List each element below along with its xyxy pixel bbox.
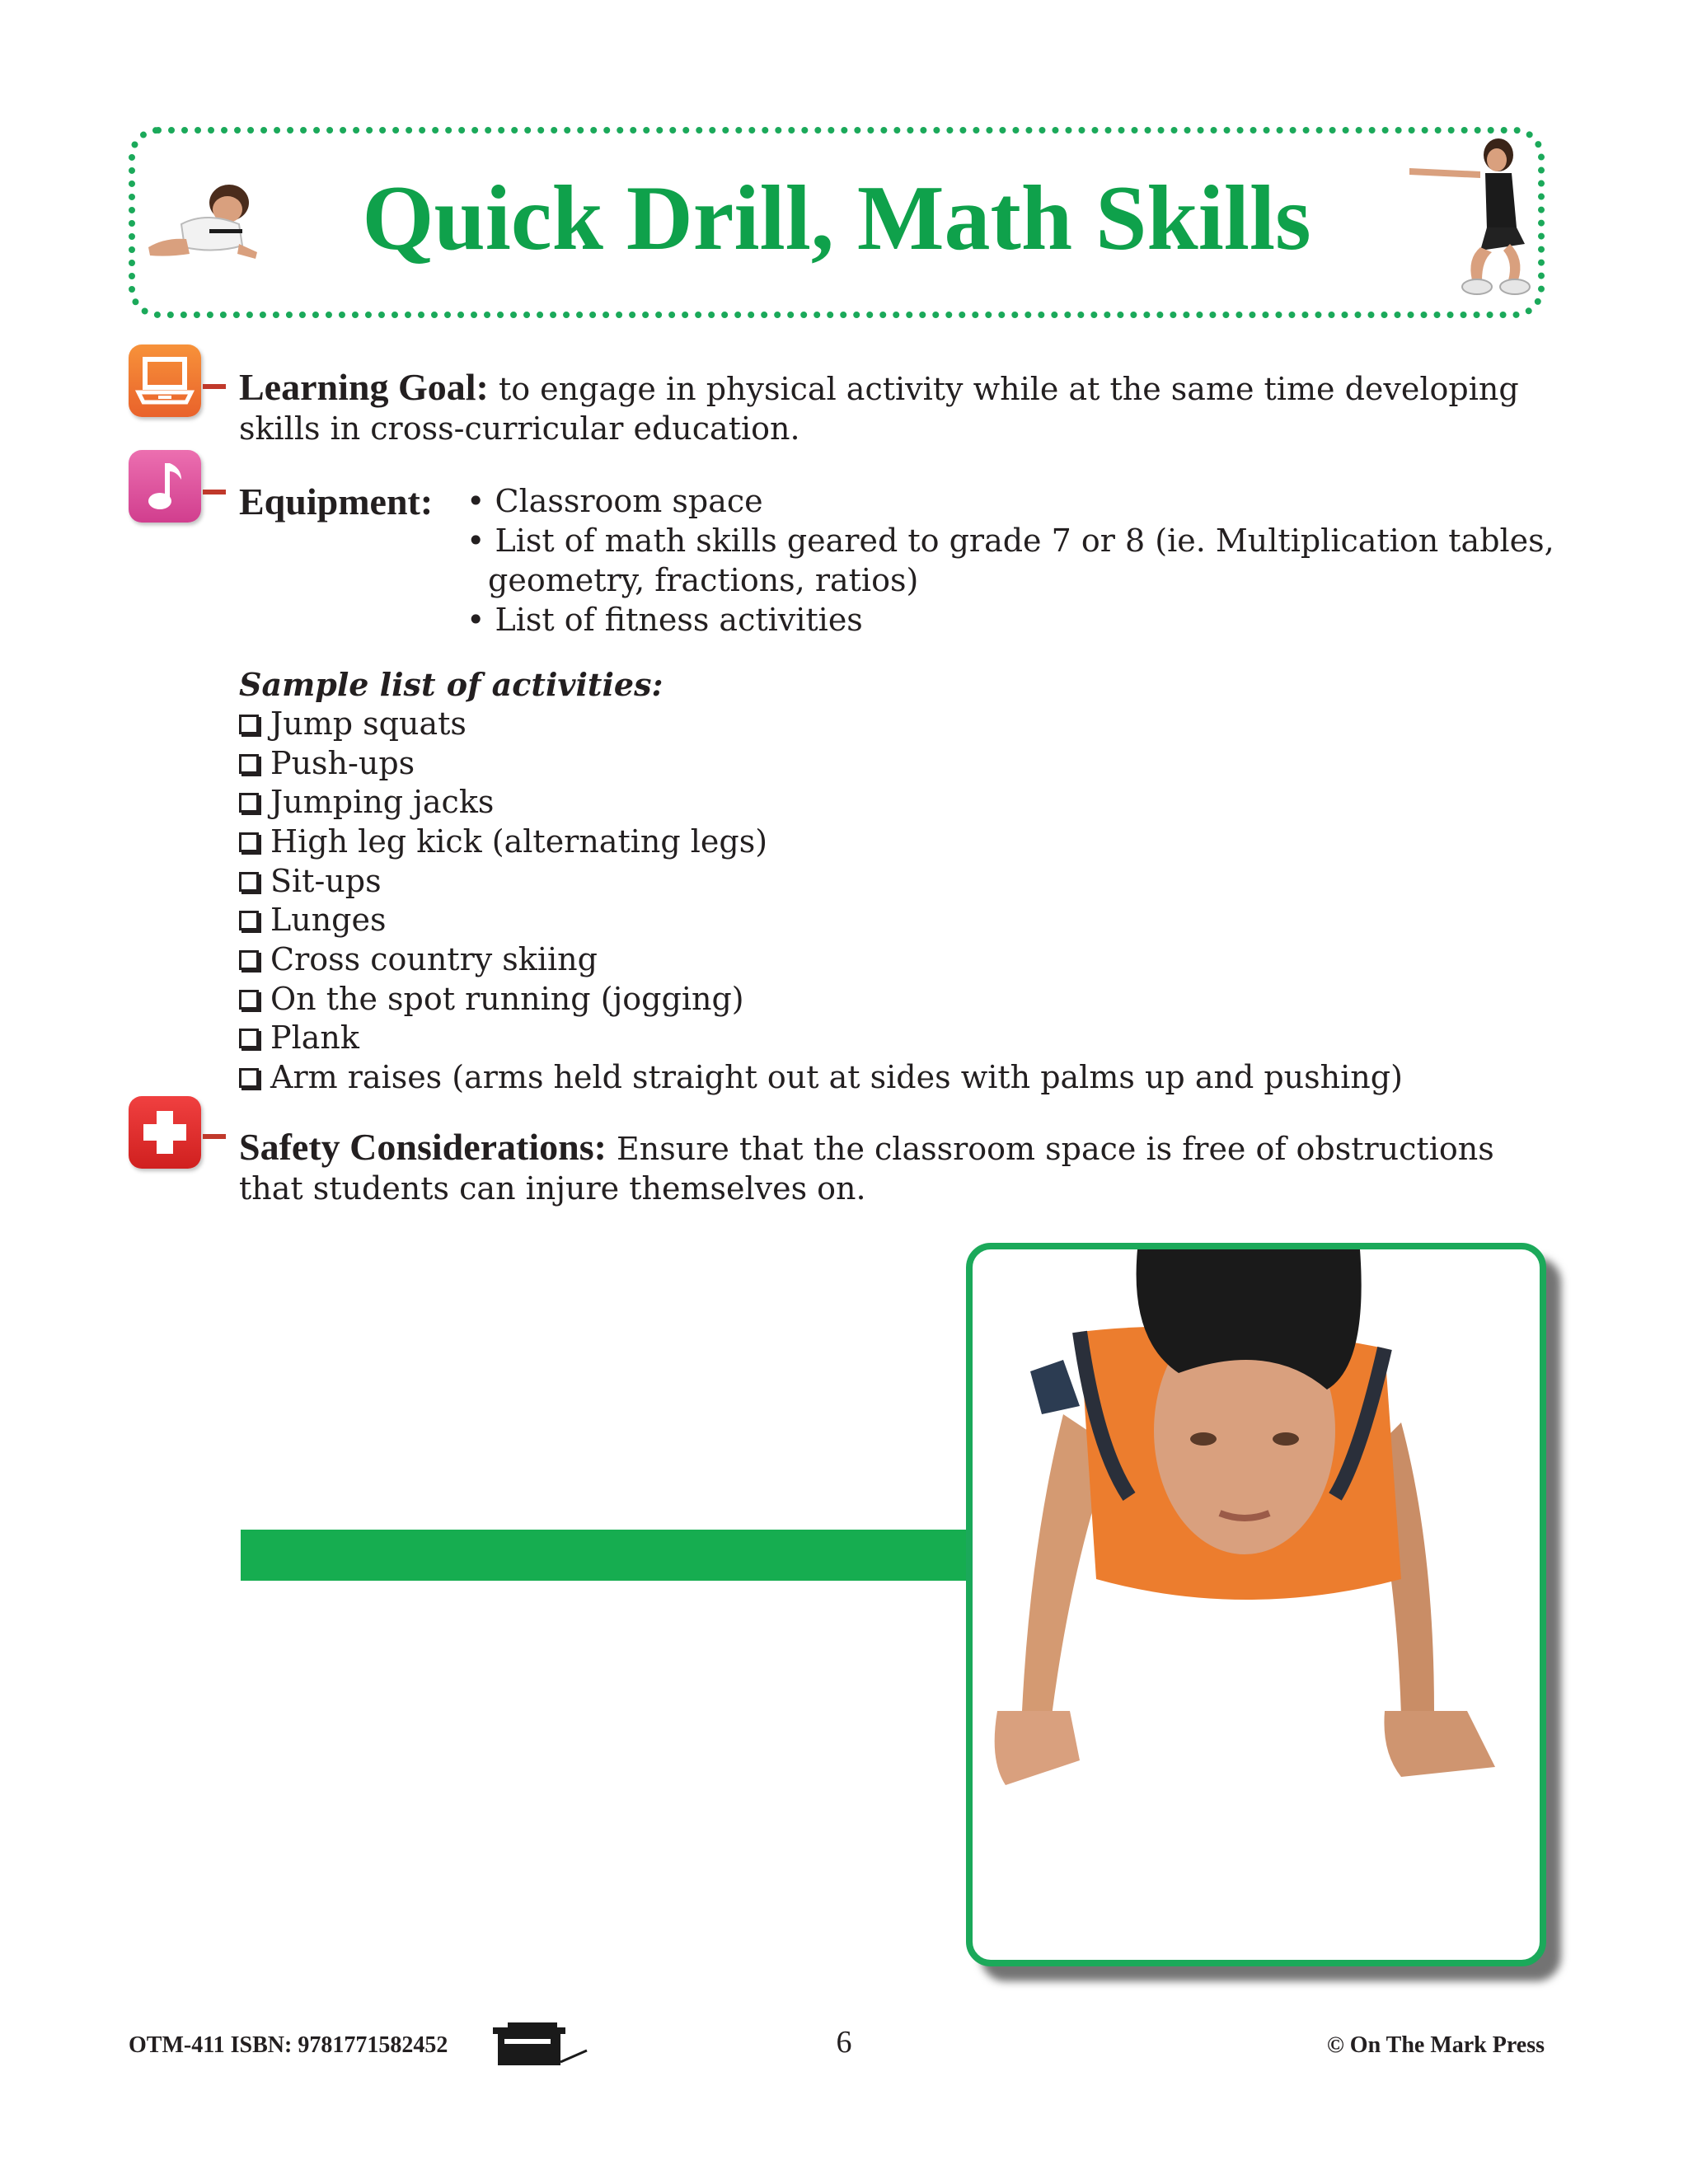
footer-code: OTM-411 ISBN: 9781771582452 (129, 2032, 448, 2058)
goal-tick (203, 384, 226, 389)
page-title: Quick Drill, Math Skills (362, 167, 1311, 269)
equipment-item: • List of math skills geared to grade 7 or 8 (ie. Multiplication tables, geometry, fractions, ratios) (467, 523, 1554, 598)
sample-heading: Sample list of activities: (239, 666, 663, 703)
checkbox-icon (239, 754, 259, 774)
music-note-icon (129, 450, 201, 523)
list-item: Cross country skiing (239, 940, 1558, 979)
list-item: Sit-ups (239, 861, 1558, 901)
photocopier-icon (491, 2021, 588, 2069)
list-item: On the spot running (jogging) (239, 979, 1558, 1019)
equipment-item: • Classroom space (467, 483, 763, 519)
safety-text: Ensure that the classroom space is free of obstructions that students can injure themselves on. (239, 1131, 1494, 1207)
checkbox-icon (239, 950, 259, 970)
list-item: Jump squats (239, 704, 1558, 743)
learning-goal-label: Learning Goal: (239, 366, 489, 408)
learning-goal (239, 368, 1558, 448)
activity-checklist (239, 704, 1558, 1097)
checkbox-icon (239, 715, 259, 734)
green-divider-bar (241, 1530, 974, 1581)
learning-goal-text: to engage in physical activity while at the same time developing skills in cross-curricular education. (239, 371, 1519, 447)
safety-label: Safety Considerations: (239, 1126, 607, 1168)
checkbox-icon (239, 1029, 259, 1048)
checkbox-icon (239, 911, 259, 930)
equipment-tick (203, 490, 226, 494)
checkbox-icon (239, 1068, 259, 1088)
list-item: Plank (239, 1019, 1558, 1058)
push-up-photo (966, 1243, 1546, 1966)
safety-tick (203, 1134, 226, 1139)
checkbox-icon (239, 872, 259, 892)
equipment-item: • List of fitness activities (467, 602, 863, 638)
list-item: High leg kick (alternating legs) (239, 822, 1558, 861)
footer-copyright: © On The Mark Press (1326, 2032, 1545, 2058)
equipment-label: Equipment: (239, 480, 434, 523)
first-aid-cross-icon (129, 1096, 201, 1169)
page-number: 6 (836, 2025, 852, 2060)
checkbox-icon (239, 832, 259, 852)
checkbox-icon (239, 990, 259, 1010)
list-item: Arm raises (arms held straight out at sides with palms up and pushing) (239, 1057, 1558, 1097)
laptop-icon (129, 344, 201, 417)
checkbox-icon (239, 793, 259, 813)
list-item: Push-ups (239, 743, 1558, 783)
equipment-list (467, 481, 1554, 640)
list-item: Lunges (239, 900, 1558, 940)
list-item: Jumping jacks (239, 782, 1558, 822)
safety-considerations (239, 1127, 1558, 1208)
